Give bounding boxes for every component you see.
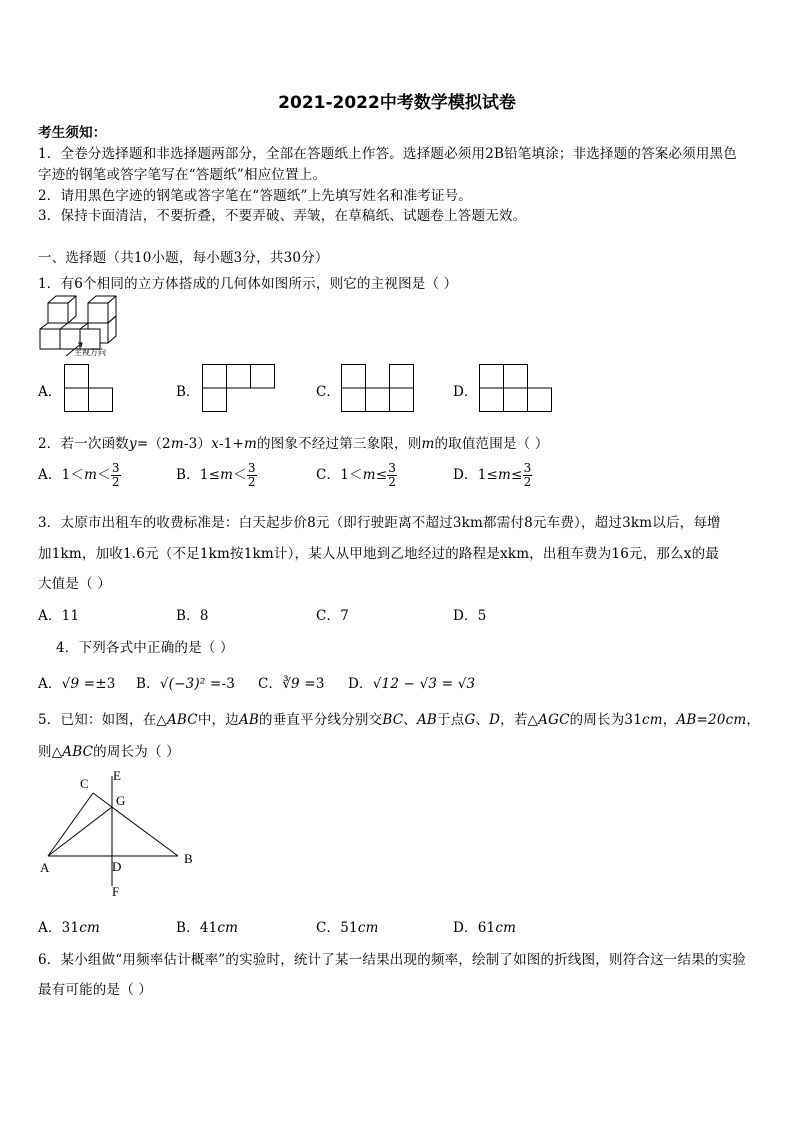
question-5-line-1: 5．已知：如图，在△ABC中，边AB的垂直平分线分别交BC、AB于点G、D，若△AGC的周长为31cm，AB=20cm， <box>38 712 761 728</box>
point-a: A <box>40 860 50 875</box>
q1-option-d-figure <box>479 364 553 412</box>
q1-option-a[interactable]: A． <box>38 384 62 400</box>
q4-option-c[interactable]: C．∛9 =3 <box>258 676 325 692</box>
q5-option-d[interactable]: D．61cm <box>453 920 517 936</box>
q4-option-a[interactable]: A．√9 =±3 <box>38 676 116 692</box>
q3-option-b[interactable]: B．8 <box>176 608 209 624</box>
q1-option-d[interactable]: D． <box>453 384 478 400</box>
notice-item-1-cont: 字迹的钢笔或答字笔写在“答题纸”相应位置上。 <box>38 167 327 183</box>
side-ca <box>48 793 93 856</box>
q2-option-b[interactable]: B．1≤m＜ $\frac{3}{2}$ <box>176 461 256 489</box>
q4-option-b[interactable]: B．√(−3)² =-3 <box>136 676 236 692</box>
segment-ag <box>48 807 112 856</box>
notice-item-2: 2．请用黑色字迹的钢笔或答字笔在“答题纸”上先填写姓名和准考证号。 <box>38 188 472 204</box>
q3-option-d[interactable]: D．5 <box>453 608 487 624</box>
question-3-line-2: 加1km，加收1.6元（不足1km按1km计），某人从甲地到乙地经过的路程是xkm，出租车费为16元，那么x的最 <box>38 546 720 562</box>
page-title: 2021-2022中考数学模拟试卷 <box>278 93 516 113</box>
point-f: F <box>112 884 120 899</box>
notice-heading: 考生须知： <box>38 125 107 141</box>
side-cb <box>93 793 178 856</box>
notice-item-3: 3．保持卡面清洁，不要折叠，不要弄破、弄皱，在草稿纸、试题卷上答题无效。 <box>38 208 527 224</box>
q5-option-b[interactable]: B．41cm <box>176 920 239 936</box>
q1-option-a-figure <box>64 364 114 412</box>
q1-option-b-figure <box>202 364 276 412</box>
point-b: B <box>184 851 193 866</box>
q1-option-b[interactable]: B． <box>176 384 200 400</box>
question-6-line-1: 6．某小组做“用频率估计概率”的实验时，统计了某一结果出现的频率，绘制了如图的折线图，则符合这一结果的实验 <box>38 952 746 968</box>
question-4-stem: 4．下列各式中正确的是（ ） <box>56 640 234 656</box>
question-5-line-2: 则△ABC的周长为（ ） <box>38 744 180 760</box>
question-3-line-1: 3．太原市出租车的收费标准是：白天起步价8元（即行驶距离不超过3km都需付8元车费），超过3km以后，每增 <box>38 515 721 531</box>
notice-item-1: 1．全卷分选择题和非选择题两部分，全部在答题纸上作答。选择题必须用2B铅笔填涂；非选择题的答案必须用黑色 <box>38 146 737 162</box>
point-g: G <box>116 793 126 808</box>
q3-option-c[interactable]: C．7 <box>316 608 350 624</box>
point-e: E <box>113 768 121 783</box>
q2-option-d[interactable]: D．1≤m≤ $\frac{3}{2}$ <box>453 461 532 489</box>
q5-triangle-figure <box>36 768 206 898</box>
q1-option-c[interactable]: C． <box>316 384 340 400</box>
point-d: D <box>112 859 122 874</box>
q3-option-a[interactable]: A．11 <box>38 608 80 624</box>
q1-view-label: 主视方向 <box>74 348 106 357</box>
question-6-line-2: 最有可能的是（ ） <box>38 982 153 998</box>
q2-option-a[interactable]: A．1＜m＜ $\frac{3}{2}$ <box>38 461 120 489</box>
section-heading: 一、选择题（共10小题，每小题3分，共30分） <box>38 250 329 266</box>
question-2-stem: 2．若一次函数y=（2m-3）x-1+m的图象不经过第三象限，则m的取值范围是（ ） <box>38 436 549 452</box>
q4-option-d[interactable]: D．√12 − √3 = √3 <box>348 676 476 692</box>
q1-cube-figure <box>36 293 136 363</box>
q5-option-c[interactable]: C．51cm <box>316 920 379 936</box>
question-3-line-3: 大值是（ ） <box>38 576 111 592</box>
point-c: C <box>80 776 89 791</box>
question-1-stem: 1．有6个相同的立方体搭成的几何体如图所示，则它的主视图是（ ） <box>38 276 458 292</box>
q1-option-c-figure <box>341 364 415 412</box>
q2-option-c[interactable]: C．1＜m≤ $\frac{3}{2}$ <box>316 461 397 489</box>
q5-option-a[interactable]: A．31cm <box>38 920 100 936</box>
